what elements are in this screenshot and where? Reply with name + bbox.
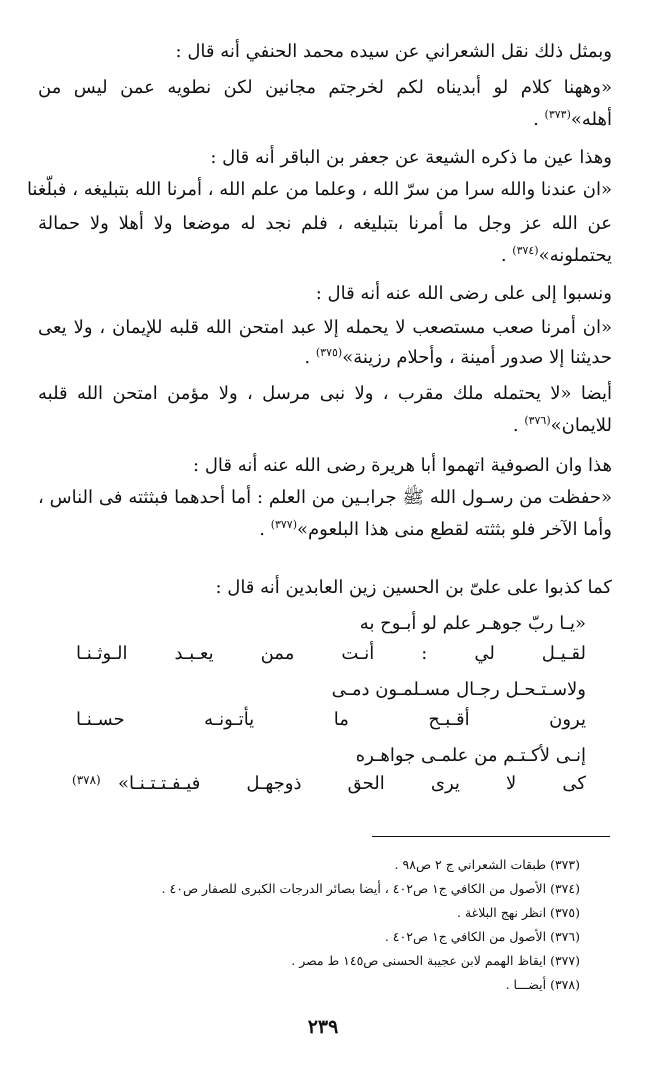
verse-line: يرون أقـبـح ما يأتـونـه حسـنـا — [76, 709, 586, 730]
footnote: (٣٧٥) انظر نهج البلاغة . — [457, 905, 580, 920]
quote-end: يحتملونه» — [538, 245, 612, 266]
body-line: «وههنا كلام لو أبديناه لكم لخرجتم مجانين لكن نطويه عمن ليس من — [38, 77, 612, 98]
footnote-ref: (٣٧٦) — [524, 414, 551, 427]
verse-line: إنـى لأكـتـم من علمـى جواهـره — [355, 745, 586, 766]
body-line: وأما الآخر فلو بثثته لقطع منى هذا البلعوم»$^{(٣٧٧)}$ . — [259, 518, 612, 540]
verse-line: لقـيـل لي : أنـت ممن يعـبـد الـوثـنـا — [76, 643, 586, 664]
body-line: «حفظت من رسـول الله ﷺ جرابـين من العلم : أما أحدهما فبثثته فى الناس ، — [38, 487, 612, 508]
verse-line: كى لا يرى الحق ذوجهـل فيـفـتـتـنـا» — [118, 773, 586, 794]
footnote-separator — [372, 836, 610, 837]
footnote: (٣٧٣) طبقات الشعراني ج ٢ ص٩٨ . — [394, 857, 580, 872]
quote-end: أهله» — [570, 109, 612, 130]
footnote-ref: (٣٧٨) — [72, 773, 101, 787]
body-line: للايمان»$^{(٣٧٦)}$ . — [512, 414, 612, 436]
footnote-ref: (٣٧٣) — [544, 108, 571, 121]
body-line: حديثنا إلا صدور أمينة ، وأحلام رزينة»$^{(٣٧٥)}$ . — [304, 346, 612, 368]
body-line: وهذا عين ما ذكره الشيعة عن جعفر بن الباقر أنه قال : — [210, 147, 612, 168]
footnote: (٣٧٦) الأصول من الكافي ج١ ص٤٠٢ . — [384, 929, 580, 944]
body-line: ونسبوا إلى على رضى الله عنه أنه قال : — [315, 283, 612, 304]
body-line: أيضا «لا يحتمله ملك مقرب ، ولا نبى مرسل ، ولا مؤمن امتحن الله قلبه — [38, 383, 612, 404]
body-line: «ان أمرنا صعب مستصعب لا يحمله إلا عبد امتحن الله قلبه للإيمان ، ولا يعى — [38, 317, 612, 338]
body-line: كما كذبوا على علىّ بن الحسين زين العابدين أنه قال : — [215, 577, 612, 598]
footnote: (٣٧٧) ايقاظ الهمم لابن عجيبة الحسنى ص١٤٥ ط مصر . — [291, 953, 580, 968]
body-line: عن الله عز وجل ما أمرنا بتبليغه ، فلم نجد له موضعا ولا أهلا ولا حمالة — [38, 213, 612, 234]
footnote: (٣٧٨) أيضـــا . — [505, 977, 580, 992]
footnote-ref: (٣٧٤) — [512, 244, 539, 257]
page-number: ٢٣٩ — [307, 1016, 339, 1038]
body-line: «ان عندنا والله سرا من سرّ الله ، وعلما من علم الله ، أمرنا الله بتبليغه ، فبلّغنا — [26, 179, 612, 200]
verse-line: «يـا ربّ جوهـر علم لو أبـوح به — [359, 613, 586, 634]
verse-line: ولاسـتـحـل رجـال مسـلمـون دمـى — [331, 679, 586, 700]
body-line: وبمثل ذلك نقل الشعراني عن سيده محمد الحنفي أنه قال : — [175, 41, 612, 62]
footnote: (٣٧٤) الأصول من الكافي ج١ ص٤٠٢ ، أيضا بصائر الدرجات الكبرى للصفار ص٤٠ . — [161, 881, 580, 896]
quote-end: حديثنا إلا صدور أمينة ، وأحلام رزينة» — [342, 347, 612, 368]
footnote-ref: (٣٧٧) — [270, 518, 298, 531]
footnote-ref: (٣٧٥) — [315, 346, 343, 359]
body-line: يحتملونه»$^{(٣٧٤)}$ . — [500, 244, 612, 266]
quote-end: وأما الآخر فلو بثثته لقطع منى هذا البلعوم» — [297, 519, 612, 540]
body-line: هذا وان الصوفية اتهموا أبا هريرة رضى الله عنه أنه قال : — [193, 455, 612, 476]
quote-end: للايمان» — [550, 415, 612, 436]
body-line: أهله»$^{(٣٧٣)}$ . — [533, 108, 612, 130]
